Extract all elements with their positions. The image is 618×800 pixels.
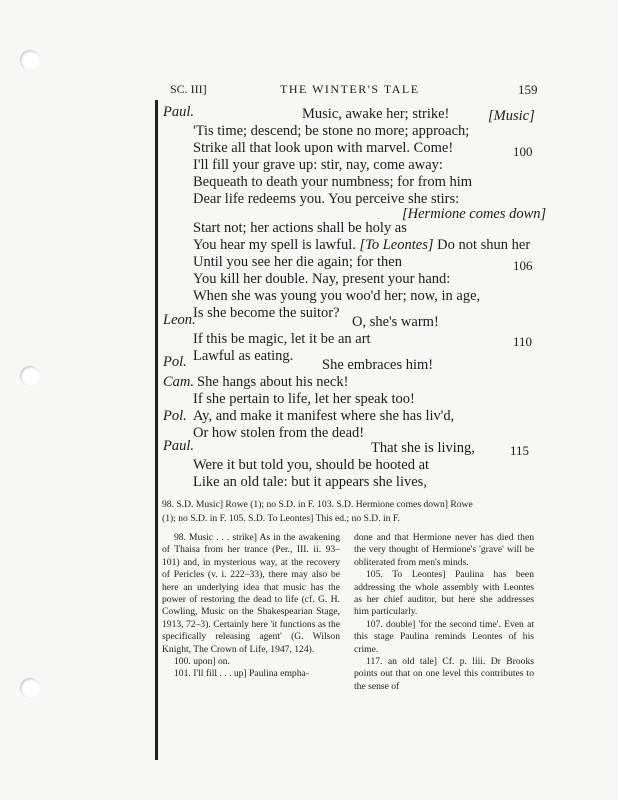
verse-line: O, she's warm!	[352, 314, 439, 330]
speaker: Paul.	[163, 438, 195, 454]
punch-hole-bottom	[20, 678, 40, 698]
verse-line: Dear life redeems you. You perceive she stirs:	[193, 191, 460, 207]
verse-line: She embraces him!	[322, 357, 434, 373]
speaker: Leon.	[163, 312, 196, 328]
running-title: THE WINTER'S TALE	[280, 82, 420, 96]
verse-line: Like an old tale: but it appears she lives,	[193, 474, 427, 490]
commentary-note: 101. I'll fill . . . up] Paulina empha-	[174, 668, 309, 680]
stage-direction: [To Leontes]	[359, 237, 434, 253]
verse-line: You hear my spell is lawful. [To Leontes] Do not shun her	[193, 237, 531, 253]
commentary-note: 100. upon] on.	[174, 656, 230, 668]
verse-line: I'll fill your grave up: stir, nay, come away:	[193, 157, 443, 173]
verse-line: Lawful as eating.	[193, 348, 294, 364]
verse-line: Start not; her actions shall be holy as	[193, 220, 407, 236]
commentary-note: 117. an old tale] Cf. p. liii. Dr Brooks points out that on one level this contributes to the sense of	[354, 656, 534, 692]
page-number: 159	[518, 82, 538, 97]
verse-line	[163, 104, 194, 120]
verse-line: You kill her double. Nay, present your hand:	[193, 271, 451, 287]
verse-line: Strike all that look upon with marvel. Come!	[193, 140, 454, 156]
verse-line: Or how stolen from the dead!	[193, 425, 365, 441]
verse-line: If this be magic, let it be an art	[193, 331, 371, 347]
verse-line: Music, awake her; strike!	[302, 106, 450, 122]
commentary-note: 107. double] 'for the second time'. Even at this stage Paulina reminds Leontes of his crime.	[354, 618, 534, 655]
verse-line: Were it but told you, should be hooted at	[193, 457, 430, 473]
punch-hole-middle	[20, 366, 40, 386]
punch-hole-top	[20, 50, 40, 70]
verse-line: When she was young you woo'd her; now, in age,	[193, 288, 481, 304]
verse-line: She hangs about his neck!	[197, 374, 349, 390]
collation-note: (1); no S.D. in F. 105. S.D. To Leontes] This ed.; no S.D. in F.	[162, 513, 400, 524]
commentary-left-column	[162, 532, 340, 681]
speaker: Pol.	[163, 408, 187, 424]
stage-direction: [Hermione comes down]	[402, 206, 547, 222]
verse-line: That she is living,	[371, 440, 475, 456]
commentary-note: done and that Hermione never has died then the very thought of Hermione's 'grave' will be obliterated from men's minds.	[354, 532, 534, 568]
scene-label: SC. III]	[170, 82, 207, 96]
verse-line: Until you see her die again; for then	[193, 254, 402, 270]
verse-line: Is she become the suitor?	[193, 305, 340, 321]
verse-line: 'Tis time; descend; be stone no more; approach;	[193, 123, 470, 139]
verse-line: Bequeath to death your numbness; for from him	[193, 174, 473, 190]
verse-line: Ay, and make it manifest where she has liv'd,	[193, 408, 455, 424]
commentary-right-column	[354, 532, 534, 693]
commentary-note: 98. Music . . . strike] As in the awakening of Thaisa from her trance (Per., III. ii. 93–101) and, in mysterious way, at the recovery of Pericles (v. i. 222–33), there may also be here an underlying idea that music has the power of restoring the dead to life (cf. G. H. Cowling, Music on the Shakespearian Stage, 1913, 72–3). Certainly here 'it functions as the specifically releasing agent' (G. Wilson Knight, The Crown of Life, 1947, 124).	[162, 532, 340, 655]
line-number: 106	[513, 258, 533, 273]
speaker: Paul.	[163, 104, 195, 120]
line-number: 115	[510, 443, 530, 458]
line-number: 110	[513, 334, 533, 349]
stage-direction: [Music]	[488, 108, 535, 124]
speaker: Pol.	[163, 354, 187, 370]
collation-note: 98. S.D. Music] Rowe (1); no S.D. in F. 103. S.D. Hermione comes down] Rowe	[162, 499, 473, 510]
verse-line: If she pertain to life, let her speak too!	[193, 391, 415, 407]
margin-rule	[155, 100, 158, 760]
speaker: Cam.	[163, 374, 195, 390]
line-number: 100	[513, 144, 533, 159]
commentary-note: 105. To Leontes] Paulina has been addressing the whole assembly with Leontes as her chief auditor, but here she addresses him particularly.	[354, 569, 534, 618]
